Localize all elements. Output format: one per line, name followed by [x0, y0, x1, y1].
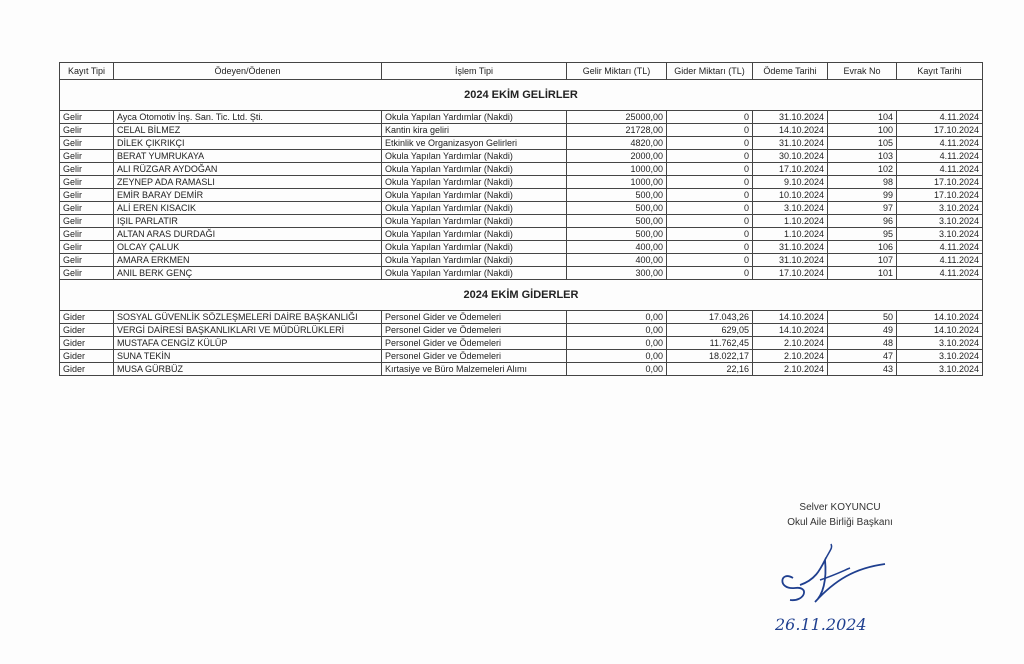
table-cell: 17.10.2024 [753, 163, 828, 176]
table-cell: Gider [60, 363, 114, 376]
table-cell: Gelir [60, 176, 114, 189]
table-cell: Gider [60, 324, 114, 337]
table-cell: Gelir [60, 137, 114, 150]
table-cell: 9.10.2024 [753, 176, 828, 189]
table-cell: Gelir [60, 163, 114, 176]
table-cell: AMARA ERKMEN [114, 254, 382, 267]
table-row [60, 150, 983, 163]
table-cell: 31.10.2024 [753, 254, 828, 267]
column-header: Evrak No [828, 63, 897, 80]
table-cell: 97 [828, 202, 897, 215]
table-cell: 4.11.2024 [897, 241, 983, 254]
table-cell: Gelir [60, 241, 114, 254]
table-cell: Kırtasiye ve Büro Malzemeleri Alımı [382, 363, 567, 376]
table-cell: Kantin kira geliri [382, 124, 567, 137]
table-cell: 0 [667, 124, 753, 137]
table-row [60, 311, 983, 324]
table-cell: 31.10.2024 [753, 137, 828, 150]
table-cell: 17.10.2024 [753, 267, 828, 280]
table-cell: 4.11.2024 [897, 163, 983, 176]
table-cell: 101 [828, 267, 897, 280]
table-cell: 31.10.2024 [753, 241, 828, 254]
table-cell: 1000,00 [567, 176, 667, 189]
column-header: Ödeme Tarihi [753, 63, 828, 80]
table-cell: 3.10.2024 [897, 363, 983, 376]
table-cell: 14.10.2024 [897, 311, 983, 324]
table-row [60, 337, 983, 350]
table-cell: 31.10.2024 [753, 111, 828, 124]
table-row [60, 363, 983, 376]
table-cell: 18.022,17 [667, 350, 753, 363]
table-cell: 17.10.2024 [897, 176, 983, 189]
table-cell: Okula Yapılan Yardımlar (Nakdi) [382, 267, 567, 280]
table-cell: 400,00 [567, 254, 667, 267]
table-row [60, 241, 983, 254]
table-cell: 0 [667, 176, 753, 189]
column-header: Kayıt Tipi [60, 63, 114, 80]
table-cell: Okula Yapılan Yardımlar (Nakdi) [382, 241, 567, 254]
table-row [60, 324, 983, 337]
table-cell: 400,00 [567, 241, 667, 254]
table-cell: 14.10.2024 [897, 324, 983, 337]
table-cell: 0 [667, 254, 753, 267]
table-cell: 17.10.2024 [897, 189, 983, 202]
table-cell: Gelir [60, 124, 114, 137]
table-cell: 2.10.2024 [753, 363, 828, 376]
table-cell: 47 [828, 350, 897, 363]
table-cell: 0 [667, 228, 753, 241]
table-cell: 102 [828, 163, 897, 176]
table-cell: 3.10.2024 [897, 228, 983, 241]
column-header: Ödeyen/Ödenen [114, 63, 382, 80]
table-cell: Gelir [60, 111, 114, 124]
table-cell: 4.11.2024 [897, 267, 983, 280]
table-cell: 99 [828, 189, 897, 202]
table-cell: 500,00 [567, 215, 667, 228]
signer-title: Okul Aile Birliği Başkanı [787, 517, 893, 528]
table-cell: ZEYNEP ADA RAMASLI [114, 176, 382, 189]
table-cell: Gelir [60, 254, 114, 267]
column-header: Kayıt Tarihi [897, 63, 983, 80]
table-cell: EMİR BARAY DEMİR [114, 189, 382, 202]
table-row [60, 137, 983, 150]
table-row [60, 350, 983, 363]
table-cell: Gelir [60, 215, 114, 228]
table-cell: VERGİ DAİRESİ BAŞKANLIKLARI VE MÜDÜRLÜKLERİ [114, 324, 382, 337]
table-cell: 0 [667, 215, 753, 228]
table-cell: 1.10.2024 [753, 215, 828, 228]
table-cell: 300,00 [567, 267, 667, 280]
table-cell: MUSTAFA CENGİZ KÜLÜP [114, 337, 382, 350]
handwritten-signature [775, 540, 895, 640]
table-cell: 4820,00 [567, 137, 667, 150]
income-section-title: 2024 EKİM GELİRLER [60, 80, 983, 111]
table-cell: 3.10.2024 [897, 202, 983, 215]
table-cell: ALI RÜZGAR AYDOĞAN [114, 163, 382, 176]
table-cell: 14.10.2024 [753, 324, 828, 337]
table-cell: SOSYAL GÜVENLİK SÖZLEŞMELERİ DAİRE BAŞKANLIĞI [114, 311, 382, 324]
table-cell: Gider [60, 350, 114, 363]
table-row [60, 228, 983, 241]
table-cell: 104 [828, 111, 897, 124]
table-cell: SUNA TEKİN [114, 350, 382, 363]
table-cell: 4.11.2024 [897, 254, 983, 267]
table-cell: 95 [828, 228, 897, 241]
signature-date: 26.11.2024 [775, 615, 867, 634]
table-cell: Gider [60, 311, 114, 324]
table-cell: Personel Gider ve Ödemeleri [382, 350, 567, 363]
table-cell: 17.10.2024 [897, 124, 983, 137]
table-cell: Gider [60, 337, 114, 350]
table-cell: 14.10.2024 [753, 311, 828, 324]
table-cell: 2.10.2024 [753, 350, 828, 363]
table-cell: 2.10.2024 [753, 337, 828, 350]
table-cell: 0,00 [567, 324, 667, 337]
table-cell: 500,00 [567, 202, 667, 215]
table-cell: 1.10.2024 [753, 228, 828, 241]
table-cell: 0 [667, 267, 753, 280]
table-cell: Okula Yapılan Yardımlar (Nakdi) [382, 215, 567, 228]
table-cell: 2000,00 [567, 150, 667, 163]
table-cell: BERAT YUMRUKAYA [114, 150, 382, 163]
table-cell: Ayca Otomotiv İnş. San. Tic. Ltd. Şti. [114, 111, 382, 124]
table-row [60, 254, 983, 267]
table-cell: 1000,00 [567, 163, 667, 176]
table-cell: 0 [667, 241, 753, 254]
table-cell: ANIL BERK GENÇ [114, 267, 382, 280]
table-cell: 0 [667, 189, 753, 202]
table-cell: 4.11.2024 [897, 137, 983, 150]
table-cell: Etkinlik ve Organizasyon Gelirleri [382, 137, 567, 150]
expense-section-title-row [60, 280, 983, 311]
table-cell: 106 [828, 241, 897, 254]
table-row [60, 215, 983, 228]
table-cell: 4.11.2024 [897, 150, 983, 163]
table-cell: 0,00 [567, 350, 667, 363]
table-cell: Personel Gider ve Ödemeleri [382, 337, 567, 350]
table-cell: Okula Yapılan Yardımlar (Nakdi) [382, 189, 567, 202]
table-cell: Okula Yapılan Yardımlar (Nakdi) [382, 150, 567, 163]
table-row [60, 189, 983, 202]
column-header: Gelir Miktarı (TL) [567, 63, 667, 80]
table-cell: 0 [667, 150, 753, 163]
table-cell: 0,00 [567, 337, 667, 350]
table-cell: ALTAN ARAS DURDAĞI [114, 228, 382, 241]
signer-name: Selver KOYUNCU [799, 502, 881, 513]
table-row [60, 124, 983, 137]
table-cell: 0 [667, 163, 753, 176]
table-cell: 43 [828, 363, 897, 376]
table-cell: 100 [828, 124, 897, 137]
table-cell: 50 [828, 311, 897, 324]
table-row [60, 267, 983, 280]
finance-table [59, 62, 983, 376]
table-cell: 500,00 [567, 189, 667, 202]
table-cell: Gelir [60, 150, 114, 163]
income-section-title-row [60, 80, 983, 111]
table-cell: 3.10.2024 [897, 337, 983, 350]
table-cell: 4.11.2024 [897, 111, 983, 124]
table-cell: 629,05 [667, 324, 753, 337]
report-sheet [59, 62, 982, 376]
table-cell: 105 [828, 137, 897, 150]
table-cell: 3.10.2024 [897, 215, 983, 228]
table-cell: OLCAY ÇALUK [114, 241, 382, 254]
table-cell: 96 [828, 215, 897, 228]
table-row [60, 176, 983, 189]
table-row [60, 111, 983, 124]
column-header: Gider Miktarı (TL) [667, 63, 753, 80]
table-cell: 0 [667, 202, 753, 215]
table-cell: Okula Yapılan Yardımlar (Nakdi) [382, 228, 567, 241]
table-cell: 107 [828, 254, 897, 267]
table-cell: 0 [667, 111, 753, 124]
table-cell: 500,00 [567, 228, 667, 241]
table-cell: Gelir [60, 267, 114, 280]
table-cell: Okula Yapılan Yardımlar (Nakdi) [382, 111, 567, 124]
table-cell: 0,00 [567, 311, 667, 324]
table-cell: 21728,00 [567, 124, 667, 137]
table-cell: MUSA GÜRBÜZ [114, 363, 382, 376]
table-cell: Okula Yapılan Yardımlar (Nakdi) [382, 254, 567, 267]
column-header: İşlem Tipi [382, 63, 567, 80]
table-cell: 11.762,45 [667, 337, 753, 350]
table-cell: 3.10.2024 [897, 350, 983, 363]
table-cell: 14.10.2024 [753, 124, 828, 137]
table-cell: 48 [828, 337, 897, 350]
table-cell: Personel Gider ve Ödemeleri [382, 311, 567, 324]
table-cell: 3.10.2024 [753, 202, 828, 215]
table-cell: DİLEK ÇIKRIKÇI [114, 137, 382, 150]
table-cell: Personel Gider ve Ödemeleri [382, 324, 567, 337]
table-cell: 22,16 [667, 363, 753, 376]
table-cell: 98 [828, 176, 897, 189]
table-cell: 0,00 [567, 363, 667, 376]
table-cell: 17.043,26 [667, 311, 753, 324]
expense-section-title: 2024 EKİM GİDERLER [60, 280, 983, 311]
signature-block [760, 500, 920, 530]
table-cell: ALİ EREN KISACIK [114, 202, 382, 215]
table-cell: 25000,00 [567, 111, 667, 124]
table-cell: 0 [667, 137, 753, 150]
table-cell: CELAL BİLMEZ [114, 124, 382, 137]
table-cell: 49 [828, 324, 897, 337]
table-cell: 10.10.2024 [753, 189, 828, 202]
table-cell: 30.10.2024 [753, 150, 828, 163]
table-row [60, 163, 983, 176]
table-row [60, 202, 983, 215]
table-cell: IŞIL PARLATIR [114, 215, 382, 228]
table-cell: 103 [828, 150, 897, 163]
table-cell: Okula Yapılan Yardımlar (Nakdi) [382, 202, 567, 215]
header-row [60, 63, 983, 80]
table-cell: Okula Yapılan Yardımlar (Nakdi) [382, 176, 567, 189]
table-cell: Okula Yapılan Yardımlar (Nakdi) [382, 163, 567, 176]
table-cell: Gelir [60, 189, 114, 202]
table-cell: Gelir [60, 228, 114, 241]
table-cell: Gelir [60, 202, 114, 215]
